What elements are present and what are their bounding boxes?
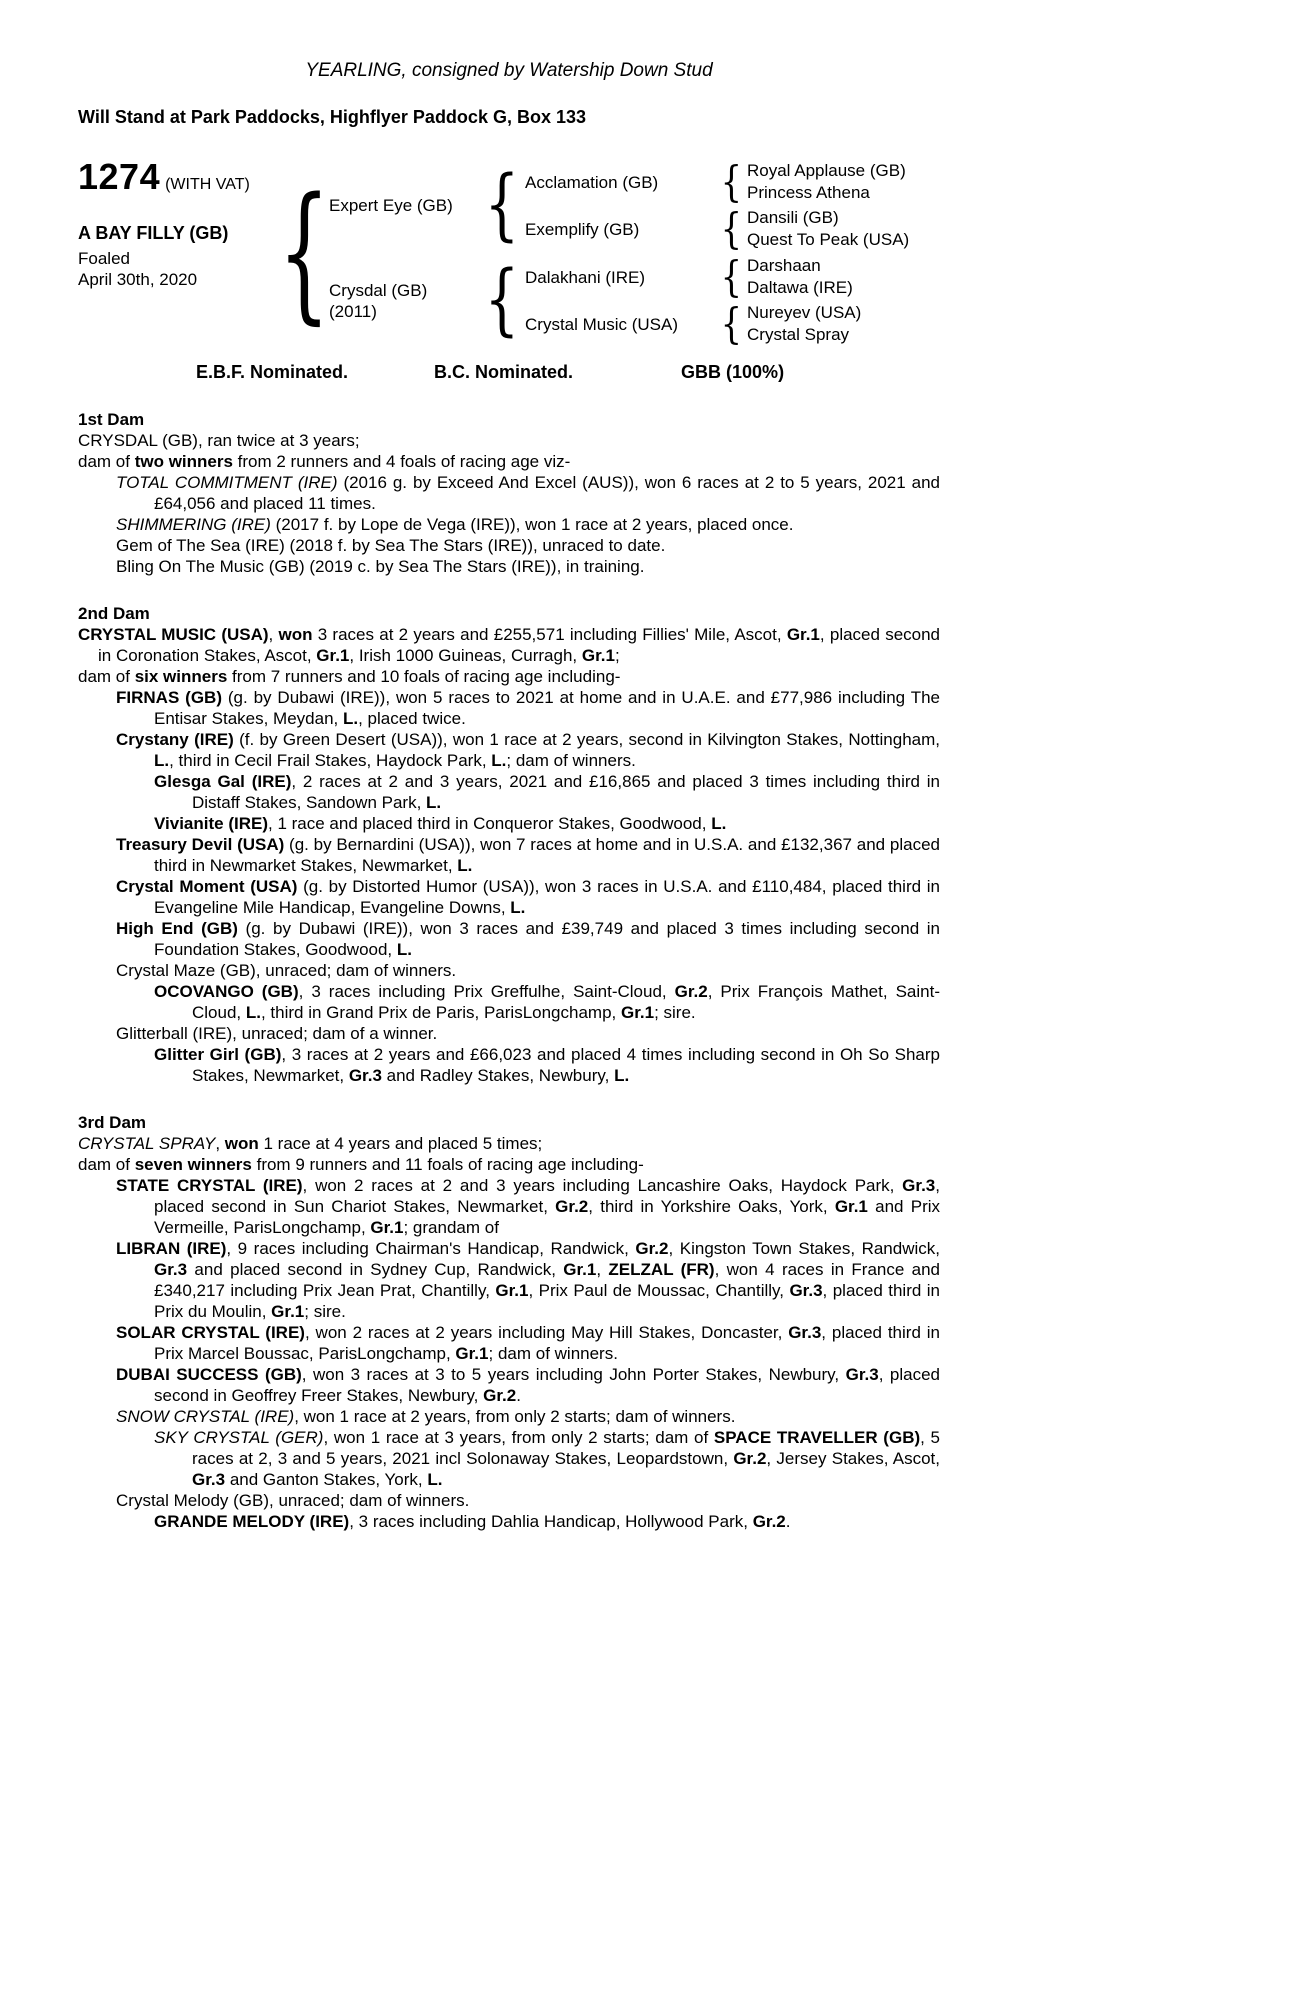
text-segment: dam of <box>78 452 135 471</box>
pedigree-paragraph <box>78 1427 940 1490</box>
text-segment: Gr.3 <box>789 1281 823 1300</box>
text-segment: (g. by Dubawi (IRE)), won 3 races and £39,749 and placed 3 times including second in Foundation Stakes, Goodwood, <box>154 919 940 959</box>
text-segment: CRYSTAL SPRAY <box>78 1134 216 1153</box>
text-segment: Crystal Moment (USA) <box>116 877 298 896</box>
text-segment: , third in Cecil Frail Stakes, Haydock Park, <box>169 751 492 770</box>
text-segment: and Ganton Stakes, York, <box>225 1470 428 1489</box>
dam-sections <box>78 409 940 1532</box>
text-segment: Crystany (IRE) <box>116 730 234 749</box>
pedigree-paragraph <box>78 1023 940 1044</box>
text-segment: , won 1 race at 3 years, from only 2 starts; dam of <box>323 1428 714 1447</box>
text-segment: SKY CRYSTAL (GER) <box>154 1428 324 1447</box>
foaled-date: April 30th, 2020 <box>78 270 198 289</box>
dam-name-text: Crysdal (GB) <box>329 280 428 300</box>
text-segment: Gr.3 <box>154 1260 188 1279</box>
text-segment: two winners <box>134 452 233 471</box>
text-segment: and placed second in Sydney Cup, Randwick, <box>187 1260 564 1279</box>
text-segment: Gr.2 <box>674 982 708 1001</box>
text-segment: L. <box>491 751 507 770</box>
text-segment: ; dam of winners. <box>506 751 636 770</box>
text-segment: Gr.2 <box>635 1239 669 1258</box>
pedigree-brace-gen2 <box>487 160 517 251</box>
text-segment: Gr.3 <box>192 1470 226 1489</box>
pedigree-paragraph <box>78 666 940 687</box>
text-segment: Gr.1 <box>316 646 350 665</box>
text-segment: OCOVANGO (GB) <box>154 982 299 1001</box>
dam-year: (2011) <box>329 301 377 321</box>
text-segment: , won 1 race at 2 years, from only 2 starts; dam of winners. <box>294 1407 736 1426</box>
text-segment: Gr.3 <box>788 1323 822 1342</box>
text-segment: ; dam of winners. <box>488 1344 618 1363</box>
text-segment: LIBRAN (IRE) <box>116 1239 227 1258</box>
text-segment: Gr.3 <box>348 1066 382 1085</box>
text-segment: , <box>596 1260 609 1279</box>
pedigree-paragraph <box>78 813 940 834</box>
pedigree-paragraph <box>78 1175 940 1238</box>
text-segment: from 2 runners and 4 foals of racing age viz- <box>232 452 571 471</box>
lot-block <box>78 156 283 290</box>
pedigree-paragraph <box>78 981 940 1023</box>
ancestor-name: Nureyev (USA) <box>747 303 862 322</box>
text-segment: L. <box>154 751 170 770</box>
text-segment: and Radley Stakes, Newbury, <box>381 1066 615 1085</box>
text-segment: Glitterball (IRE), unraced; dam of a winner. <box>116 1024 438 1043</box>
dam-section <box>78 409 940 577</box>
text-segment: Gr.2 <box>483 1386 517 1405</box>
text-segment: L. <box>342 709 359 728</box>
text-segment: Glitter Girl (GB) <box>154 1045 282 1064</box>
text-segment: Vivianite (IRE) <box>154 814 268 833</box>
text-segment: L. <box>426 793 442 812</box>
text-segment: TOTAL COMMITMENT (IRE) <box>116 473 338 492</box>
text-segment: Gr.1 <box>834 1197 868 1216</box>
ancestor-name: Daltawa (IRE) <box>747 278 853 297</box>
pedigree-block <box>78 156 940 346</box>
text-segment: DUBAI SUCCESS (GB) <box>116 1365 302 1384</box>
pedigree-paragraph <box>78 1238 940 1322</box>
pedigree-branch-sire-sire <box>525 160 909 204</box>
pedigree-branch-dam-dam <box>525 302 861 346</box>
text-segment: , <box>268 625 279 644</box>
text-segment: from 7 runners and 10 foals of racing age including- <box>227 667 621 686</box>
pedigree-paragraph <box>78 535 940 556</box>
text-segment: CRYSTAL MUSIC (USA) <box>78 625 269 644</box>
text-segment: SHIMMERING (IRE) <box>116 515 271 534</box>
text-segment: , Kingston Town Stakes, Randwick, <box>668 1239 940 1258</box>
text-segment: and Prix Vermeille, ParisLongchamp, <box>154 1197 941 1237</box>
text-segment: Glesga Gal (IRE) <box>154 772 292 791</box>
text-segment: , 3 races including Dahlia Handicap, Hollywood Park, <box>349 1512 753 1531</box>
text-segment: , Prix Paul de Moussac, Chantilly, <box>528 1281 790 1300</box>
dam-dam-name: Crystal Music (USA) <box>525 314 679 334</box>
pedigree-paragraph <box>78 1511 940 1532</box>
pedigree-paragraph <box>78 451 940 472</box>
text-segment: , 1 race and placed third in Conqueror Stakes, Goodwood, <box>268 814 712 833</box>
gbb-note: GBB (100%) <box>681 362 785 382</box>
text-segment: . <box>785 1512 791 1531</box>
text-segment: (2016 g. by Exceed And Excel (AUS)), won 6 races at 2 to 5 years, 2021 and £64,056 and placed 11 times. <box>154 473 940 513</box>
text-segment: , placed third in Prix Marcel Boussac, ParisLongchamp, <box>154 1323 940 1363</box>
pedigree-paragraph <box>78 1154 940 1175</box>
text-segment: High End (GB) <box>116 919 238 938</box>
text-segment: Bling On The Music (GB) (2019 c. by Sea The Stars (IRE)), in training. <box>116 557 645 576</box>
bc-nominated: B.C. Nominated. <box>434 362 574 382</box>
text-segment: , 5 races at 2, 3 and 5 years, 2021 incl Solonaway Stakes, Leopardstown, <box>192 1428 941 1468</box>
pedigree-tree <box>283 160 909 346</box>
text-segment: , won 2 races at 2 years including May Hill Stakes, Doncaster, <box>304 1323 789 1342</box>
lot-number: 1274 <box>78 156 161 197</box>
pedigree-brace-gen1 <box>283 160 325 346</box>
text-segment: L. <box>711 814 727 833</box>
text-segment: SOLAR CRYSTAL (IRE) <box>116 1323 305 1342</box>
text-segment: , <box>215 1134 225 1153</box>
horse-description: A BAY FILLY (GB) <box>78 223 229 243</box>
text-segment: , 2 races at 2 and 3 years, 2021 and £16,865 and placed 3 times including third in Distaff Stakes, Sandown Park, <box>192 772 940 812</box>
text-segment: from 9 runners and 11 foals of racing age including- <box>251 1155 644 1174</box>
text-segment: ; grandam of <box>403 1218 499 1237</box>
text-segment: Gr.1 <box>455 1344 489 1363</box>
nominations-line <box>78 362 940 383</box>
text-segment: won <box>278 625 313 644</box>
ancestor-name: Dansili (GB) <box>747 208 839 227</box>
text-segment: L. <box>614 1066 630 1085</box>
pedigree-brace-gen2 <box>487 255 517 346</box>
text-segment: , Jersey Stakes, Ascot, <box>766 1449 940 1468</box>
pedigree-branch-sire-dam <box>525 207 909 251</box>
pedigree-paragraph <box>78 430 940 451</box>
foaled-label: Foaled <box>78 249 130 268</box>
text-segment: , Irish 1000 Guineas, Curragh, <box>349 646 582 665</box>
ancestor-name: Princess Athena <box>747 183 870 202</box>
text-segment: (g. by Bernardini (USA)), won 7 races at home and in U.S.A. and £132,367 and placed third in Newmarket Stakes, Newmarket, <box>154 835 940 875</box>
pedigree-paragraph <box>78 1406 940 1427</box>
dam-section <box>78 1112 940 1532</box>
text-segment: Treasury Devil (USA) <box>116 835 285 854</box>
text-segment: , 9 races including Chairman's Handicap, Randwick, <box>226 1239 636 1258</box>
text-segment: Gr.1 <box>786 625 820 644</box>
text-segment: dam of <box>78 1155 135 1174</box>
pedigree-brace-gen3 <box>721 160 741 204</box>
pedigree-paragraph <box>78 472 940 514</box>
text-segment: Gr.3 <box>902 1176 936 1195</box>
text-segment: GRANDE MELODY (IRE) <box>154 1512 350 1531</box>
text-segment: , placed second in Coronation Stakes, Ascot, <box>98 625 941 665</box>
pedigree-paragraph <box>78 960 940 981</box>
ancestor-name: Crystal Spray <box>747 325 850 344</box>
text-segment: , 3 races at 2 years and £66,023 and placed 4 times including second in Oh So Sharp Stakes, Newmarket, <box>192 1045 940 1085</box>
pedigree-dam-branch <box>329 255 909 346</box>
pedigree-paragraph <box>78 514 940 535</box>
text-segment: ; <box>614 646 620 665</box>
text-segment: L. <box>457 856 473 875</box>
text-segment: ZELZAL (FR) <box>608 1260 715 1279</box>
ancestor-name: Darshaan <box>747 256 821 275</box>
text-segment: Gr.3 <box>845 1365 879 1384</box>
stand-location-line: Will Stand at Park Paddocks, Highflyer Paddock G, Box 133 <box>78 107 586 127</box>
text-segment: Gr.1 <box>495 1281 529 1300</box>
dam-name <box>329 280 487 322</box>
text-segment: . <box>516 1386 521 1405</box>
text-segment: STATE CRYSTAL (IRE) <box>116 1176 303 1195</box>
pedigree-brace-gen3 <box>721 207 741 251</box>
pedigree-paragraph <box>78 1364 940 1406</box>
consignor-line: YEARLING, consigned by Watership Down Stud <box>305 60 713 81</box>
text-segment: 3 races at 2 years and £255,571 including Fillies' Mile, Ascot, <box>312 625 787 644</box>
text-segment: CRYSDAL (GB), ran twice at 3 years; <box>78 431 360 450</box>
pedigree-paragraph <box>78 556 940 577</box>
dam-section <box>78 603 940 1086</box>
pedigree-paragraph <box>78 1322 940 1364</box>
text-segment: Gr.1 <box>581 646 615 665</box>
dam-section-heading: 2nd Dam <box>78 604 150 623</box>
text-segment: , 3 races including Prix Greffulhe, Saint-Cloud, <box>298 982 675 1001</box>
text-segment: dam of <box>78 667 135 686</box>
text-segment: L. <box>245 1003 261 1022</box>
text-segment: Gr.1 <box>271 1302 305 1321</box>
text-segment: Crystal Maze (GB), unraced; dam of winners. <box>116 961 457 980</box>
text-segment: FIRNAS (GB) <box>116 688 222 707</box>
pedigree-paragraph <box>78 1044 940 1086</box>
text-segment: , placed second in Geoffrey Freer Stakes, Newbury, <box>154 1365 940 1405</box>
text-segment: Gem of The Sea (IRE) (2018 f. by Sea The Stars (IRE)), unraced to date. <box>116 536 666 555</box>
text-segment: Gr.2 <box>733 1449 767 1468</box>
text-segment: , placed twice. <box>358 709 466 728</box>
text-segment: L. <box>396 940 412 959</box>
lot-number-line <box>78 156 283 197</box>
text-segment: , won 4 races in France and £340,217 including Prix Jean Prat, Chantilly, <box>154 1260 941 1300</box>
text-segment: (f. by Green Desert (USA)), won 1 race at 2 years, second in Kilvington Stakes, Nottingham, <box>233 730 940 749</box>
ancestor-name: Royal Applause (GB) <box>747 161 906 180</box>
text-segment: , placed second in Sun Chariot Stakes, Newmarket, <box>154 1176 940 1216</box>
text-segment: six winners <box>134 667 228 686</box>
pedigree-branch-dam-sire <box>525 255 861 299</box>
pedigree-paragraph <box>78 1490 940 1511</box>
text-segment: (g. by Distorted Humor (USA)), won 3 races in U.S.A. and £110,484, placed third in Evangeline Mile Handicap, Evangeline Downs, <box>154 877 940 917</box>
ancestor-name: Quest To Peak (USA) <box>747 230 910 249</box>
text-segment: SPACE TRAVELLER (GB) <box>713 1428 921 1447</box>
pedigree-paragraph <box>78 729 940 771</box>
text-segment: Gr.1 <box>620 1003 655 1022</box>
text-segment: won <box>224 1134 259 1153</box>
text-segment: ; sire. <box>304 1302 346 1321</box>
dam-sire-name: Dalakhani (IRE) <box>525 267 645 287</box>
pedigree-paragraph <box>78 918 940 960</box>
sire-sire-name: Acclamation (GB) <box>525 172 659 192</box>
pedigree-brace-gen3 <box>721 255 741 299</box>
ebf-nominated: E.B.F. Nominated. <box>196 362 349 382</box>
sire-dam-name: Exemplify (GB) <box>525 219 640 239</box>
text-segment: Gr.2 <box>555 1197 589 1216</box>
pedigree-paragraph <box>78 1133 940 1154</box>
text-segment: Gr.2 <box>752 1512 786 1531</box>
text-segment: , third in Yorkshire Oaks, York, <box>588 1197 835 1216</box>
text-segment: , won 3 races at 3 to 5 years including John Porter Stakes, Newbury, <box>301 1365 846 1384</box>
pedigree-brace-gen3 <box>721 302 741 346</box>
text-segment: , placed third in Prix du Moulin, <box>154 1281 940 1321</box>
sire-name <box>329 195 487 216</box>
text-segment: (2017 f. by Lope de Vega (IRE)), won 1 race at 2 years, placed once. <box>270 515 794 534</box>
text-segment: (g. by Dubawi (IRE)), won 5 races to 2021 at home and in U.A.E. and £77,986 including The Entisar Stakes, Meydan, <box>154 688 940 728</box>
page-content <box>78 60 940 1532</box>
text-segment: Crystal Melody (GB), unraced; dam of winners. <box>116 1491 470 1510</box>
vat-note: (WITH VAT) <box>165 176 250 193</box>
text-segment: L. <box>510 898 526 917</box>
dam-section-heading: 3rd Dam <box>78 1113 147 1132</box>
pedigree-sire-branch <box>329 160 909 251</box>
pedigree-paragraph <box>78 687 940 729</box>
text-segment: 1 race at 4 years and placed 5 times; <box>258 1134 543 1153</box>
pedigree-paragraph <box>78 834 940 876</box>
pedigree-paragraph <box>78 771 940 813</box>
text-segment: seven winners <box>134 1155 252 1174</box>
pedigree-paragraph <box>78 624 940 666</box>
sire-name-text: Expert Eye (GB) <box>329 196 453 215</box>
text-segment: L. <box>427 1470 443 1489</box>
text-segment: ; sire. <box>654 1003 696 1022</box>
pedigree-paragraph <box>78 876 940 918</box>
text-segment: Gr.1 <box>370 1218 404 1237</box>
text-segment: , won 2 races at 2 and 3 years including Lancashire Oaks, Haydock Park, <box>302 1176 903 1195</box>
text-segment: Gr.1 <box>563 1260 597 1279</box>
text-segment: , Prix François Mathet, Saint-Cloud, <box>192 982 940 1022</box>
text-segment: , third in Grand Prix de Paris, ParisLongchamp, <box>260 1003 621 1022</box>
text-segment: SNOW CRYSTAL (IRE) <box>116 1407 295 1426</box>
dam-section-heading: 1st Dam <box>78 410 145 429</box>
